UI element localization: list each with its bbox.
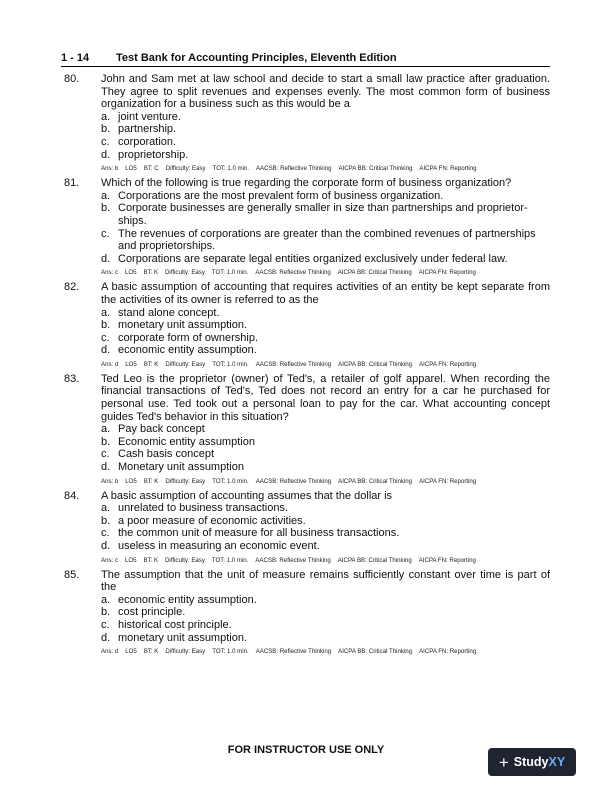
question-row <box>61 73 550 111</box>
answer-meta-field: AACSB: Reflective Thinking <box>255 269 331 277</box>
option-letter: b. <box>101 435 111 448</box>
answer-option <box>101 515 550 528</box>
option-text: Economic entity assumption <box>118 435 255 448</box>
page-header <box>61 52 550 67</box>
answer-meta-field: Ans: b <box>101 165 119 173</box>
studyxy-logo[interactable] <box>488 748 576 776</box>
footer-notice: FOR INSTRUCTOR USE ONLY <box>227 744 385 756</box>
answer-option <box>101 253 550 266</box>
answer-meta-field: TOT: 1.0 min. <box>212 360 249 368</box>
answer-option <box>101 202 550 227</box>
answer-meta-field: TOT: 1.0 min. <box>211 269 249 277</box>
option-letter: a. <box>101 110 111 123</box>
option-letter: c. <box>101 331 110 344</box>
answer-option <box>101 190 550 203</box>
option-letter: a. <box>101 423 111 436</box>
answer-meta-field: Ans: d <box>101 648 119 656</box>
answer-meta-field: AACSB: Reflective Thinking <box>255 360 332 368</box>
option-letter: c. <box>101 135 110 148</box>
answer-meta-field: Difficulty: Easy <box>165 360 206 368</box>
answer-meta-field: TOT: 1.0 min. <box>212 165 250 173</box>
option-text: cost principle. <box>118 606 186 619</box>
question-block <box>61 373 550 485</box>
option-text: economic entity assumption. <box>118 593 257 606</box>
answer-option <box>101 228 550 253</box>
answer-options <box>101 190 550 266</box>
option-text: Corporations are separate legal entities organized exclusively under federal law. <box>118 252 508 265</box>
question-block <box>61 569 550 656</box>
answer-option <box>101 149 550 162</box>
option-text: Corporate businesses are generally smaller in size than partnerships and proprietor- ships. <box>118 202 528 227</box>
answer-option <box>101 332 550 345</box>
option-text: economic entity assumption. <box>118 344 257 357</box>
answer-meta-field: TOT: 1.0 min. <box>212 477 249 485</box>
answer-option <box>101 540 550 553</box>
answer-meta-field: TOT: 1.0 min. <box>211 556 249 564</box>
answer-meta-field: Difficulty: Easy <box>165 648 206 656</box>
question-text: Ted Leo is the proprietor (owner) of Ted's, a retailer of golf apparel. When recording the financial transactions of Ted's, Ted does not record an entry for a car he purchased for personal use. Ted took out a personal loan to pay for the car. What accounting concept guides Ted's behavior in this situation? <box>101 372 550 423</box>
option-letter: d. <box>101 461 111 474</box>
option-text: Corporations are the most prevalent form of business organization. <box>118 189 444 202</box>
answer-metadata <box>101 269 550 276</box>
plus-icon: + <box>498 752 509 772</box>
question-block <box>61 177 550 276</box>
answer-meta-field: AICPA BB: Critical Thinking <box>338 360 413 368</box>
answer-meta-field: TOT: 1.0 min. <box>212 648 249 656</box>
option-text: proprietorship. <box>118 148 189 161</box>
question-row <box>61 177 550 190</box>
question-row <box>61 490 550 503</box>
option-letter: b. <box>101 514 111 527</box>
answer-option <box>101 461 550 474</box>
answer-option <box>101 307 550 320</box>
answer-meta-field: AICPA FN: Reporting <box>419 165 477 173</box>
option-letter: d. <box>101 540 111 552</box>
answer-meta-field: AICPA FN: Reporting <box>418 556 476 564</box>
answer-option <box>101 344 550 357</box>
answer-meta-field: AICPA FN: Reporting <box>418 269 476 277</box>
question-number: 84. <box>64 489 80 502</box>
answer-meta-field: AICPA BB: Critical Thinking <box>338 477 413 485</box>
answer-options <box>101 594 550 644</box>
option-letter: c. <box>101 227 110 240</box>
answer-option <box>101 448 550 461</box>
answer-meta-field: AICPA BB: Critical Thinking <box>337 269 412 277</box>
option-letter: c. <box>101 618 110 631</box>
option-letter: c. <box>101 448 110 461</box>
brand-name-xy: XY <box>548 755 566 769</box>
answer-meta-field: AICPA BB: Critical Thinking <box>338 648 413 656</box>
answer-meta-field: BT: K <box>143 556 159 564</box>
answer-meta-field: Ans: d <box>101 360 119 368</box>
answer-meta-field: AACSB: Reflective Thinking <box>255 556 331 564</box>
question-text: John and Sam met at law school and decide to start a small law practice after graduation. They agree to split revenues and expenses evenly. The most common form of business organization for a business such as this would be a <box>101 73 550 111</box>
answer-meta-field: BT: K <box>143 648 159 656</box>
answer-meta-field: Difficulty: Easy <box>165 165 206 173</box>
answer-options <box>101 502 550 552</box>
option-text: monetary unit assumption. <box>118 319 248 332</box>
option-text: unrelated to business transactions. <box>118 502 288 515</box>
answer-meta-field: LO5 <box>124 269 137 277</box>
question-block <box>61 73 550 172</box>
option-text: a poor measure of economic activities. <box>118 514 306 527</box>
answer-option <box>101 136 550 149</box>
question-block <box>61 490 550 564</box>
answer-option <box>101 502 550 515</box>
answer-option <box>101 606 550 619</box>
answer-options <box>101 307 550 357</box>
answer-meta-field: AICPA BB: Critical Thinking <box>338 165 413 173</box>
answer-option <box>101 594 550 607</box>
option-letter: c. <box>101 527 110 540</box>
answer-option <box>101 632 550 645</box>
question-text: A basic assumption of accounting assumes that the dollar is <box>101 489 393 502</box>
answer-option <box>101 423 550 436</box>
option-letter: a. <box>101 593 111 606</box>
answer-option <box>101 111 550 124</box>
answer-metadata <box>101 165 550 172</box>
question-text: The assumption that the unit of measure remains sufficiently constant over time is part of the <box>101 568 550 594</box>
answer-options <box>101 111 550 161</box>
option-letter: b. <box>101 202 111 215</box>
question-text: Which of the following is true regarding the corporate form of business organization? <box>101 177 512 190</box>
answer-metadata <box>101 478 550 485</box>
question-block <box>61 281 550 368</box>
option-text: Monetary unit assumption <box>118 461 244 474</box>
answer-meta-field: Ans: c <box>101 556 118 564</box>
option-text: stand alone concept. <box>118 306 220 319</box>
answer-meta-field: LO5 <box>125 477 137 485</box>
answer-meta-field: BT: K <box>143 360 159 368</box>
question-row <box>61 281 550 306</box>
page-number: 1 - 14 <box>61 52 90 64</box>
option-letter: b. <box>101 606 111 619</box>
answer-metadata <box>101 557 550 564</box>
option-letter: d. <box>101 344 111 357</box>
answer-meta-field: Ans: c <box>101 269 118 277</box>
answer-meta-field: BT: C <box>143 165 159 173</box>
answer-option <box>101 436 550 449</box>
option-letter: a. <box>101 502 111 515</box>
answer-meta-field: AICPA FN: Reporting <box>419 648 477 656</box>
option-letter: b. <box>101 123 111 136</box>
question-list <box>61 73 550 660</box>
answer-meta-field: LO5 <box>125 165 137 173</box>
answer-meta-field: Difficulty: Easy <box>165 556 205 564</box>
option-letter: d. <box>101 252 111 265</box>
answer-meta-field: Ans: b <box>101 477 119 485</box>
option-text: Pay back concept <box>118 423 205 436</box>
question-row <box>61 373 550 423</box>
option-text: useless in measuring an economic event. <box>118 540 320 552</box>
option-text: The revenues of corporations are greater than the combined revenues of partnerships and proprietorships. <box>118 227 536 253</box>
option-text: partnership. <box>118 123 177 136</box>
answer-option <box>101 123 550 136</box>
option-text: joint venture. <box>118 110 181 123</box>
option-letter: a. <box>101 306 111 319</box>
question-text: A basic assumption of accounting that requires activities of an entity be kept separate from the activities of its owner is referred to as the <box>101 281 550 306</box>
question-number: 82. <box>64 281 80 294</box>
answer-metadata <box>101 361 550 368</box>
answer-meta-field: BT: K <box>143 477 159 485</box>
question-number: 80. <box>64 73 80 85</box>
option-text: Cash basis concept <box>118 448 214 461</box>
answer-meta-field: LO5 <box>125 648 137 656</box>
answer-meta-field: AACSB: Reflective Thinking <box>256 165 332 173</box>
brand-name-study: Study <box>513 755 549 769</box>
answer-option <box>101 527 550 540</box>
answer-option <box>101 619 550 632</box>
answer-meta-field: LO5 <box>124 556 137 564</box>
option-letter: a. <box>101 189 111 202</box>
option-text: corporate form of ownership. <box>118 331 259 344</box>
question-number: 85. <box>64 568 80 581</box>
option-text: corporation. <box>118 135 177 148</box>
answer-option <box>101 319 550 332</box>
answer-meta-field: AICPA BB: Critical Thinking <box>337 556 412 564</box>
option-letter: d. <box>101 148 111 161</box>
answer-meta-field: AICPA FN: Reporting <box>419 477 477 485</box>
answer-meta-field: AACSB: Reflective Thinking <box>255 648 332 656</box>
question-number: 81. <box>64 177 80 190</box>
answer-options <box>101 423 550 473</box>
option-letter: d. <box>101 631 111 644</box>
answer-meta-field: BT: K <box>143 269 159 277</box>
book-title: Test Bank for Accounting Principles, Eleventh Edition <box>116 52 397 64</box>
question-row <box>61 569 550 594</box>
question-number: 83. <box>64 372 80 385</box>
answer-meta-field: LO5 <box>125 360 137 368</box>
option-text: historical cost principle. <box>118 618 232 631</box>
answer-metadata <box>101 648 550 655</box>
answer-meta-field: AACSB: Reflective Thinking <box>255 477 332 485</box>
answer-meta-field: Difficulty: Easy <box>165 477 206 485</box>
option-letter: b. <box>101 319 111 332</box>
answer-meta-field: Difficulty: Easy <box>165 269 205 277</box>
answer-meta-field: AICPA FN: Reporting <box>419 360 477 368</box>
option-text: the common unit of measure for all business transactions. <box>118 527 400 540</box>
option-text: monetary unit assumption. <box>118 631 248 644</box>
